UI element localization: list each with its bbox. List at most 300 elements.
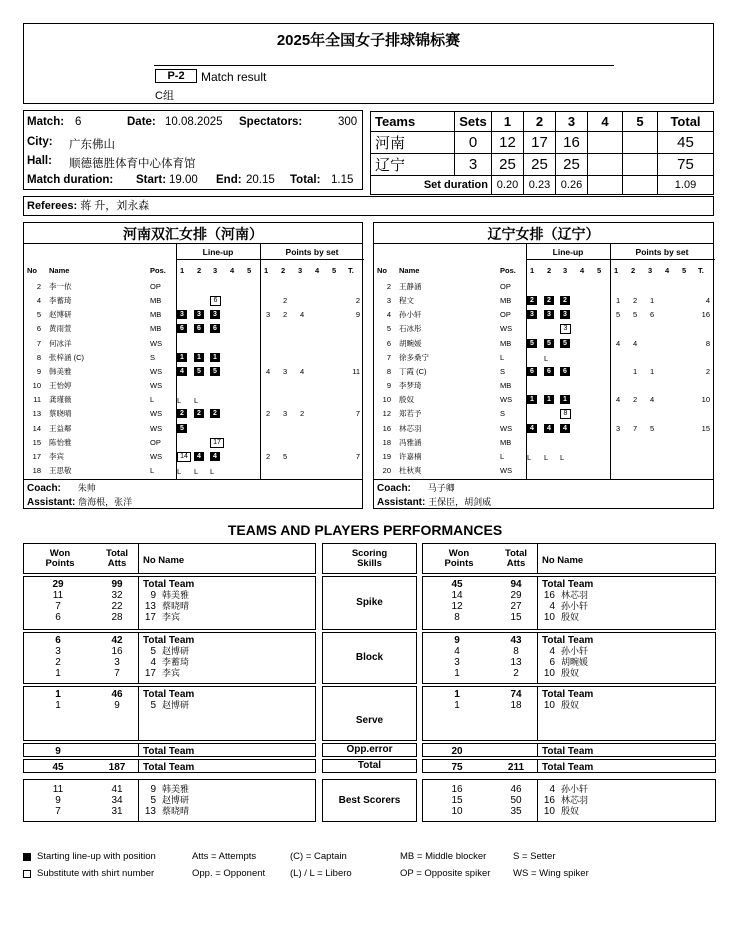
player-position: WS [500, 465, 513, 475]
player-perf-row [422, 657, 716, 668]
team-b-players [374, 281, 713, 481]
skill-cell [322, 543, 417, 574]
player-name: 陈怡雅 [49, 437, 72, 447]
won-value: 75 [451, 762, 463, 773]
legend-captain: (C) = Captain [290, 851, 347, 862]
col-p5: 5 [332, 266, 337, 275]
starting-lineup-box: 1 [210, 353, 220, 362]
score-h-3: 3 [556, 112, 588, 132]
legend-starting: Starting line-up with position [37, 851, 156, 862]
legend-s: S = Setter [513, 851, 556, 862]
player-name: 丁霞 (C) [399, 366, 427, 376]
coach-name: 马子卿 [427, 483, 455, 493]
won-value: 29 [52, 579, 64, 590]
player-perf-row [23, 590, 316, 601]
won-value: 1 [55, 689, 61, 700]
team-b-title-rule [374, 243, 713, 244]
set-duration-1: 0.20 [492, 176, 524, 195]
col-l4: 4 [230, 266, 235, 275]
team2-s1: 25 [492, 154, 524, 176]
player-position: WS [150, 366, 163, 376]
player-number: 7 [386, 352, 391, 362]
starting-lineup-box: 5 [560, 339, 570, 348]
starting-lineup-box: 2 [177, 409, 187, 418]
assistant-name: 王保臣，胡剑威 [428, 497, 492, 507]
score-h-5: 5 [623, 112, 658, 132]
player-name: 李宾 [49, 451, 64, 461]
col-t: T. [348, 266, 354, 275]
player-name: 李一依 [49, 282, 72, 291]
match-info-box [23, 110, 363, 190]
no-name-head: No Name [542, 555, 584, 566]
atts-value: 50 [510, 795, 522, 806]
player-number: 5 [36, 310, 41, 320]
legend-mb: MB = Middle blocker [400, 851, 487, 862]
player-row [24, 295, 362, 306]
player-row [24, 394, 362, 405]
player-no: 16 [543, 590, 555, 601]
player-row [24, 281, 362, 292]
col-pos: Pos. [500, 266, 516, 275]
starting-lineup-box: 3 [544, 310, 554, 319]
starting-lineup-box: 1 [177, 353, 187, 362]
player-name: 王益鄰 [49, 423, 72, 433]
player-row [24, 366, 362, 377]
won-value: 1 [55, 668, 61, 679]
player-perf-row [422, 612, 716, 623]
player-row [24, 423, 362, 434]
player-number: 5 [386, 324, 391, 334]
player-row [374, 465, 713, 476]
player-position: WS [150, 451, 163, 461]
player-position: MB [500, 437, 512, 447]
total-points: 7 [355, 409, 360, 419]
player-position: WS [150, 409, 163, 419]
player-no: 17 [144, 668, 156, 679]
team1-s3: 16 [556, 132, 588, 154]
starting-lineup-box: 2 [194, 409, 204, 418]
legend-substitute: Substitute with shirt number [37, 868, 155, 879]
player-no: 4 [549, 601, 555, 612]
player-position: S [500, 366, 506, 376]
col-p2: 2 [281, 266, 286, 275]
player-position: L [500, 451, 505, 461]
player-number: 4 [36, 296, 41, 306]
group-label: C组 [155, 90, 174, 102]
assistant-label: Assistant: [27, 497, 76, 508]
col-name: Name [399, 266, 420, 275]
player-no: 9 [150, 784, 156, 795]
col-p2: 2 [631, 266, 636, 275]
player-row [24, 451, 362, 462]
substitute-lineup-box: 3 [560, 324, 571, 334]
won-value: 7 [55, 601, 61, 612]
skill-cell [322, 743, 417, 757]
player-position: WS [500, 423, 513, 433]
atts-value: 35 [510, 806, 522, 817]
score-h-2: 2 [524, 112, 556, 132]
player-name: 徐多桑宁 [399, 352, 429, 362]
set-points: 2 [283, 296, 288, 306]
player-row [374, 352, 713, 363]
player-no: 10 [543, 700, 555, 711]
atts-value: 2 [513, 668, 519, 679]
won-value: 11 [52, 784, 64, 795]
player-number: 7 [36, 338, 41, 348]
player-name: 石冰彤 [399, 324, 422, 334]
atts-value: 94 [510, 579, 522, 590]
player-number: 9 [36, 366, 41, 376]
won-value: 9 [454, 635, 460, 646]
set-duration-3: 0.26 [556, 176, 588, 195]
col-l1: 1 [180, 266, 185, 275]
col-l5: 5 [597, 266, 602, 275]
starting-lineup-box: 1 [544, 395, 554, 404]
substitute-lineup-box: 8 [560, 409, 571, 419]
col-l2: 2 [547, 266, 552, 275]
team-b-col-head [374, 265, 713, 276]
skill-cell [322, 576, 417, 630]
total-team-label: Total Team [143, 635, 195, 646]
starting-lineup-box: 5 [527, 339, 537, 348]
player-name: 张梓涵 (C) [49, 352, 84, 362]
team2-name: 辽宁 [371, 154, 455, 176]
player-name: 韩美雅 [49, 366, 72, 376]
starting-lineup-box: 2 [527, 296, 537, 305]
set-points: 4 [616, 338, 621, 348]
col-l3: 3 [563, 266, 568, 275]
player-no: 17 [144, 612, 156, 623]
starting-lineup-box: 3 [560, 310, 570, 319]
player-row [374, 408, 713, 419]
team2-s2: 25 [524, 154, 556, 176]
total-team-row [23, 746, 316, 757]
legend [23, 851, 713, 885]
total-points: 9 [355, 310, 360, 320]
set-points: 2 [266, 451, 271, 461]
won-value: 3 [454, 657, 460, 668]
won-value: 10 [451, 806, 463, 817]
score-h-sets: Sets [455, 112, 492, 132]
total-team-label: Total Team [542, 689, 594, 700]
total-points: 7 [355, 451, 360, 461]
player-row [374, 394, 713, 405]
won-value: 3 [55, 646, 61, 657]
skill-cell [322, 686, 417, 741]
atts-value: 7 [114, 668, 120, 679]
player-perf-row [23, 668, 316, 679]
set-points: 4 [616, 395, 621, 405]
libero-lineup-mark: L [560, 452, 565, 462]
atts-value: 187 [108, 762, 126, 773]
team-a-coach [27, 481, 96, 494]
team-a-coach-rule [24, 479, 362, 480]
player-name: 殷奴 [561, 806, 580, 816]
atts-value: 43 [510, 635, 522, 646]
player-position: MB [500, 338, 512, 348]
skill-label: Spike [356, 597, 383, 608]
player-name: 林芯羽 [561, 590, 589, 600]
set-points: 4 [266, 366, 271, 376]
player-number: 8 [36, 352, 41, 362]
col-l1: 1 [530, 266, 535, 275]
player-perf-row [23, 784, 316, 795]
starting-lineup-box: 5 [544, 339, 554, 348]
player-position: WS [500, 395, 513, 405]
player-position: L [150, 395, 155, 405]
player-number: 11 [33, 395, 41, 405]
player-position: MB [150, 324, 162, 334]
total-team-label: Total Team [542, 746, 594, 757]
atts-value: 46 [510, 784, 522, 795]
player-row [374, 295, 713, 306]
total-team-row [23, 762, 316, 773]
player-name: 李宾 [162, 668, 181, 678]
starting-lineup-box: 5 [210, 367, 220, 376]
total-team-row [422, 762, 716, 773]
score-h-teams: Teams [371, 112, 455, 132]
col-p3: 3 [648, 266, 653, 275]
won-value: 9 [55, 746, 61, 757]
player-position: S [500, 409, 506, 419]
team-b-title: 辽宁女排（辽宁） [487, 226, 600, 242]
starting-lineup-box: 5 [177, 424, 187, 433]
total-team-label: Total Team [542, 762, 594, 773]
player-number: 18 [382, 437, 391, 447]
score-h-4: 4 [588, 112, 623, 132]
total-team-label: Total Team [542, 635, 594, 646]
spectators-value: 300 [338, 116, 358, 128]
player-perf-row [422, 601, 716, 612]
set-duration-2: 0.23 [524, 176, 556, 195]
substitute-square-icon [23, 870, 31, 878]
player-perf-row [23, 795, 316, 806]
team-a-roster [23, 222, 363, 509]
player-name: 林芯羽 [561, 795, 589, 805]
starting-lineup-box: 2 [210, 409, 220, 418]
doc-code: P-2 [155, 69, 197, 83]
player-perf-row [422, 795, 716, 806]
player-name: 黄雨萱 [49, 324, 72, 334]
won-value: 14 [451, 590, 463, 601]
team-b-lineup-head: Line-up [552, 247, 584, 257]
team1-s5 [623, 132, 658, 154]
won-value: 16 [451, 784, 463, 795]
player-number: 13 [32, 409, 41, 419]
won-value: 4 [454, 646, 460, 657]
player-no: 5 [150, 646, 156, 657]
starting-lineup-box: 6 [544, 367, 554, 376]
libero-lineup-mark: L [210, 466, 215, 476]
player-no: 5 [150, 795, 156, 806]
player-name: 李梦琦 [399, 381, 422, 391]
player-number: 14 [32, 423, 41, 433]
player-name: 李蓄琦 [49, 296, 72, 306]
team2-sets: 3 [455, 154, 492, 176]
player-no: 10 [543, 612, 555, 623]
substitute-lineup-box: 6 [210, 296, 221, 306]
player-position: OP [500, 310, 511, 320]
team-a-players [24, 281, 362, 481]
starting-lineup-box: 6 [194, 324, 204, 333]
skill-cell [322, 632, 417, 684]
no-name-head: No Name [143, 555, 185, 566]
set-points: 1 [633, 366, 638, 376]
match-number: 6 [75, 116, 82, 128]
player-row [374, 380, 713, 391]
libero-lineup-mark: L [527, 452, 532, 462]
starting-lineup-box: 6 [560, 367, 570, 376]
player-name: 殷奴 [561, 700, 580, 710]
team2-s3: 25 [556, 154, 588, 176]
set-points: 1 [650, 366, 655, 376]
atts-value: 15 [510, 612, 522, 623]
col-t: T. [698, 266, 704, 275]
col-p4: 4 [315, 266, 320, 275]
team2-s4 [588, 154, 623, 176]
atts-value: 34 [111, 795, 123, 806]
set-duration-label: Set duration [371, 176, 492, 195]
starting-lineup-box: 4 [210, 452, 220, 461]
player-row [374, 323, 713, 334]
player-name: 殷奴 [399, 395, 414, 405]
col-no: No [377, 266, 387, 275]
starting-lineup-box: 4 [194, 452, 204, 461]
team1-s4 [588, 132, 623, 154]
libero-lineup-mark: L [544, 452, 549, 462]
player-number: 18 [32, 465, 41, 475]
set-points: 5 [283, 451, 288, 461]
atts-value: 41 [111, 784, 123, 795]
starting-lineup-box: 3 [210, 310, 220, 319]
atts-value: 74 [510, 689, 522, 700]
doc-label: Match result [201, 70, 267, 84]
hall-value: 顺德德胜体育中心体育馆 [69, 158, 196, 170]
player-row [24, 465, 362, 476]
won-value: 45 [451, 579, 463, 590]
player-perf-row [23, 806, 316, 817]
team-a-assistant [27, 495, 132, 508]
player-number: 20 [382, 465, 391, 475]
won-value: 20 [451, 746, 463, 757]
player-name: 赵博研 [162, 795, 190, 805]
team-b-assistant [377, 495, 491, 508]
player-name: 李蓄琦 [162, 657, 190, 667]
atts-value: 16 [111, 646, 123, 657]
player-name: 赵博研 [162, 646, 190, 656]
assistant-label: Assistant: [377, 497, 426, 508]
player-name: 冯雅涵 [399, 437, 422, 447]
player-name: 蔡晓晴 [162, 601, 190, 611]
col-l5: 5 [247, 266, 252, 275]
set-points: 2 [633, 296, 638, 306]
player-no: 10 [543, 806, 555, 817]
total-team-row [23, 689, 316, 700]
player-number: 3 [386, 296, 391, 306]
col-divider [138, 543, 139, 574]
player-number: 9 [386, 381, 391, 391]
player-no: 13 [144, 601, 156, 612]
libero-lineup-mark: L [177, 396, 182, 406]
starting-lineup-box: 4 [544, 424, 554, 433]
skill-label: Total [357, 760, 382, 771]
won-value: 12 [451, 601, 463, 612]
total-points: 10 [701, 395, 710, 405]
player-row [374, 338, 713, 349]
coach-label: Coach: [377, 483, 411, 494]
substitute-lineup-box: 14 [177, 452, 191, 462]
player-position: MB [150, 296, 162, 306]
player-name: 蔡晓晴 [49, 409, 72, 419]
set-points: 2 [633, 395, 638, 405]
title-rule [154, 65, 614, 66]
team-b-roster [373, 222, 714, 509]
starting-lineup-box: 6 [527, 367, 537, 376]
starting-lineup-box: 1 [560, 395, 570, 404]
player-name: 林芯羽 [399, 423, 422, 433]
substitute-lineup-box: 17 [210, 438, 224, 448]
won-value: 6 [55, 612, 61, 623]
referees-value: 蒋 升，刘永森 [80, 200, 150, 212]
total-points: 4 [705, 296, 710, 306]
atts-value: 28 [111, 612, 123, 623]
player-perf-row [422, 784, 716, 795]
duration-label: Match duration: [27, 174, 114, 186]
total-team-row [23, 635, 316, 646]
match-label: Match: [27, 116, 65, 128]
total-value: 1.15 [331, 174, 354, 186]
col-name: Name [49, 266, 70, 275]
skill-cell [322, 779, 417, 822]
player-no: 6 [549, 657, 555, 668]
team-a-col-head [24, 265, 362, 276]
player-name: 孙小轩 [561, 784, 589, 794]
player-name: 殷奴 [561, 668, 580, 678]
match-date: 10.08.2025 [165, 116, 223, 128]
set-points: 3 [616, 423, 621, 433]
player-name: 孙小轩 [561, 646, 589, 656]
player-position: WS [150, 338, 163, 348]
player-name: 王怡婷 [49, 381, 72, 391]
starting-lineup-box: 2 [560, 296, 570, 305]
won-value: 1 [454, 668, 460, 679]
set-points: 5 [616, 310, 621, 320]
player-number: 19 [382, 451, 391, 461]
col-p3: 3 [298, 266, 303, 275]
player-no: 4 [549, 646, 555, 657]
player-no: 4 [549, 784, 555, 795]
player-no: 10 [543, 668, 555, 679]
player-row [24, 323, 362, 334]
won-value: 1 [454, 689, 460, 700]
team1-s1: 12 [492, 132, 524, 154]
legend-opp: Opp. = Opponent [192, 868, 266, 879]
set-duration-4 [588, 176, 623, 195]
referees-label: Referees: [27, 200, 78, 212]
total-team-row [422, 689, 716, 700]
player-perf-row [422, 806, 716, 817]
starting-lineup-box: 3 [194, 310, 204, 319]
libero-lineup-mark: L [544, 353, 549, 363]
total-points: 11 [352, 366, 360, 376]
team-b-coach-rule [374, 479, 713, 480]
total-team-row [422, 579, 716, 590]
score-h-total: Total [658, 112, 714, 132]
won-value: 45 [52, 762, 64, 773]
skill-label: Best Scorers [338, 794, 401, 806]
total-points: 2 [705, 366, 710, 376]
player-perf-row [23, 646, 316, 657]
